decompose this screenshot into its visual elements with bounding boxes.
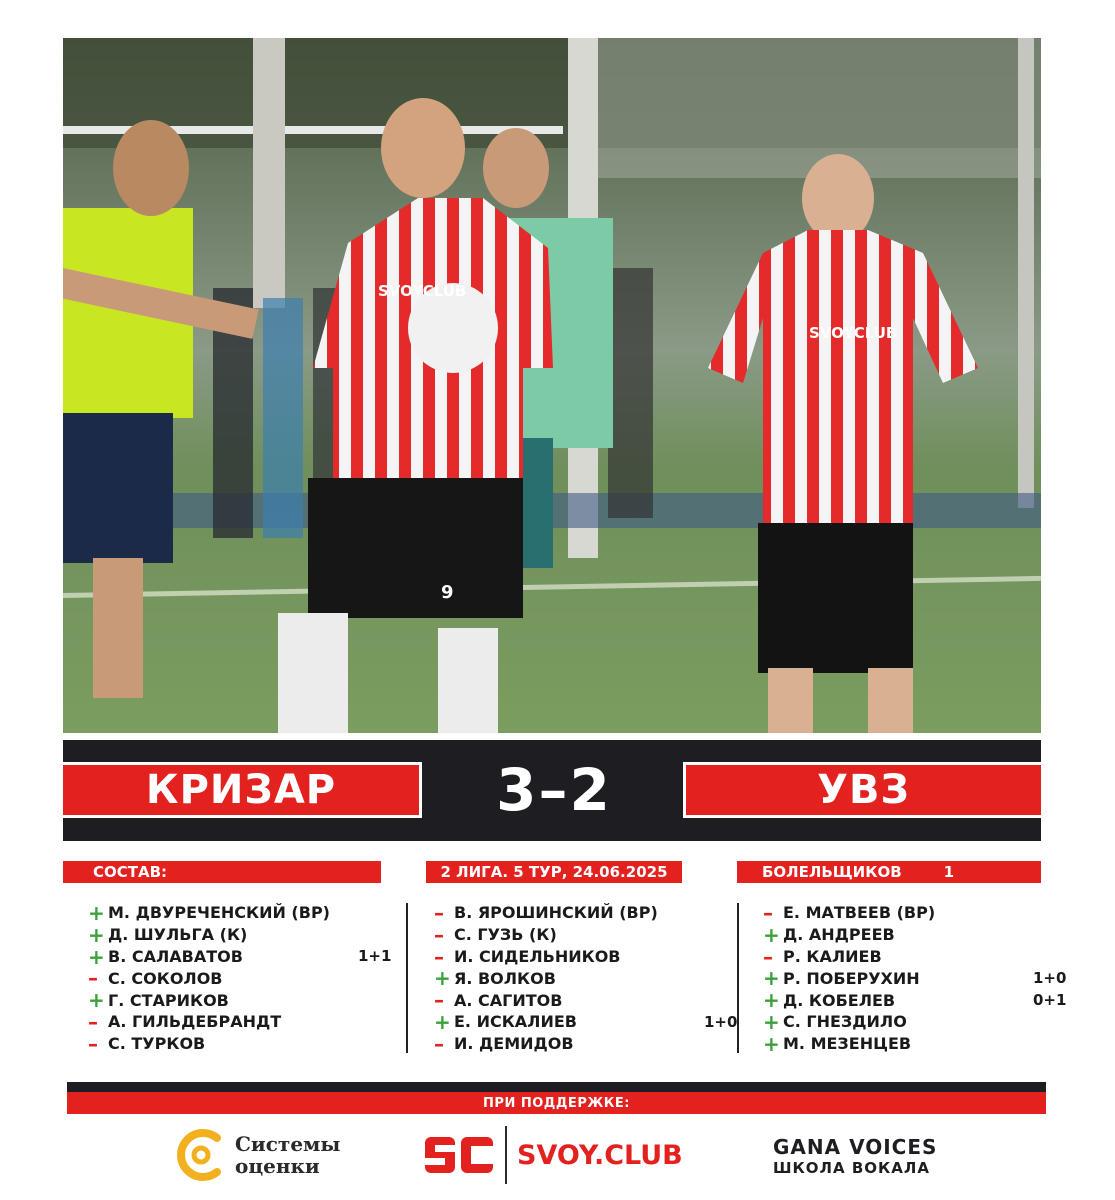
player-row [434, 1033, 737, 1055]
match-info-header [426, 861, 682, 883]
score-band [63, 740, 1041, 841]
minus-icon: – [434, 944, 444, 969]
player-row [88, 989, 391, 1011]
player-name: Д. ШУЛЬГА (К) [108, 925, 248, 945]
sponsor-gana-voices [773, 1135, 937, 1177]
lineup-header-label: СОСТАВ: [93, 863, 168, 881]
player-row [88, 967, 391, 989]
player-row [88, 924, 391, 946]
svoy-club-logo-icon [423, 1129, 495, 1181]
jersey-text-right: SVOYCLUB [809, 324, 898, 342]
plus-icon: + [88, 922, 105, 947]
plus-icon: + [763, 966, 780, 991]
player-goals: 1+0 [704, 1012, 738, 1031]
player-name: Я. ВОЛКОВ [454, 968, 556, 988]
player-row [434, 1011, 737, 1033]
player-name: В. ЯРОШИНСКИЙ (ВР) [454, 903, 658, 923]
minus-icon: – [434, 988, 444, 1013]
player-row [763, 902, 1066, 924]
player-row [434, 924, 737, 946]
sistemy-ocenki-logo-icon [177, 1128, 225, 1182]
middle-player-list [434, 902, 737, 1055]
match-score: 3–2 [496, 756, 612, 824]
minus-icon: – [763, 900, 773, 925]
plus-icon: + [88, 988, 105, 1013]
sponsor-label: ПРИ ПОДДЕРЖКЕ: [67, 1092, 1046, 1114]
player-row [434, 989, 737, 1011]
player-row [88, 1033, 391, 1055]
player-row [763, 924, 1066, 946]
sponsor3-line1: GANA VOICES [773, 1135, 938, 1159]
column-divider [737, 903, 739, 1053]
player-name: А. САГИТОВ [454, 990, 563, 1010]
player-row [763, 946, 1066, 968]
away-player-list [763, 902, 1066, 1055]
player-row [434, 967, 737, 989]
minus-icon: – [88, 1009, 98, 1034]
fans-count: 1 [943, 863, 955, 881]
player-name: Д. АНДРЕЕВ [783, 925, 895, 945]
player-goals: 1+0 [1033, 969, 1067, 988]
match-photo [63, 38, 1041, 733]
player-goals: 0+1 [1033, 991, 1067, 1010]
player-row [763, 1033, 1066, 1055]
sponsor-bar [67, 1082, 1046, 1114]
player-row [88, 946, 391, 968]
plus-icon: + [88, 944, 105, 969]
sponsor-sistemy-ocenki [177, 1128, 340, 1182]
column-divider [406, 903, 408, 1053]
minus-icon: – [88, 966, 98, 991]
minus-icon: – [434, 900, 444, 925]
plus-icon: + [434, 1009, 451, 1034]
plus-icon: + [763, 988, 780, 1013]
home-player-list [88, 902, 391, 1055]
player-name: М. ДВУРЕЧЕНСКИЙ (ВР) [108, 903, 330, 923]
sponsor-svoy-club [423, 1126, 683, 1184]
minus-icon: – [434, 922, 444, 947]
player-name: Р. ПОБЕРУХИН [783, 968, 920, 988]
player-row [763, 967, 1066, 989]
player-row [88, 902, 391, 924]
lineup-header [63, 861, 381, 883]
player-name: Е. ИСКАЛИЕВ [454, 1012, 577, 1032]
plus-icon: + [88, 900, 105, 925]
fans-label: БОЛЕЛЬЩИКОВ [762, 863, 902, 881]
player-row [434, 946, 737, 968]
player-name: Е. МАТВЕЕВ (ВР) [783, 903, 936, 923]
fans-header [737, 861, 1041, 883]
plus-icon: + [763, 922, 780, 947]
player-name: Г. СТАРИКОВ [108, 990, 229, 1010]
player-name: А. ГИЛЬДЕБРАНДТ [108, 1012, 282, 1032]
player-name: Р. КАЛИЕВ [783, 946, 882, 966]
player-name: С. ГНЕЗДИЛО [783, 1012, 907, 1032]
player-name: С. СОКОЛОВ [108, 968, 223, 988]
sponsor3-line2: ШКОЛА ВОКАЛА [773, 1159, 930, 1177]
sponsor1-line2: оценки [235, 1154, 320, 1178]
player-name: И. СИДЕЛЬНИКОВ [454, 946, 621, 966]
away-team-name: УВЗ [683, 762, 1044, 818]
player-goals: 1+1 [358, 947, 392, 966]
minus-icon: – [88, 1031, 98, 1056]
player-name: В. САЛАВАТОВ [108, 946, 243, 966]
player-name: С. ГУЗЬ (К) [454, 925, 557, 945]
player-row [434, 902, 737, 924]
player-name: М. МЕЗЕНЦЕВ [783, 1034, 912, 1054]
home-team-name: КРИЗАР [60, 762, 422, 818]
plus-icon: + [763, 1031, 780, 1056]
plus-icon: + [434, 966, 451, 991]
player-name: С. ТУРКОВ [108, 1034, 206, 1054]
player-row [763, 1011, 1066, 1033]
sponsor2-name: SVOY.CLUB [517, 1139, 683, 1171]
player-name: Д. КОБЕЛЕВ [783, 990, 896, 1010]
player-row [763, 989, 1066, 1011]
minus-icon: – [763, 944, 773, 969]
sponsor1-line1: Системы [235, 1132, 341, 1156]
minus-icon: – [434, 1031, 444, 1056]
match-info-label: 2 ЛИГА. 5 ТУР, 24.06.2025 [440, 863, 668, 881]
svoy-club-divider [505, 1126, 507, 1184]
player-row [88, 1011, 391, 1033]
shorts-number: 9 [441, 582, 454, 603]
jersey-text-left: SVOYCLUB [378, 282, 467, 300]
player-name: И. ДЕМИДОВ [454, 1034, 574, 1054]
plus-icon: + [763, 1009, 780, 1034]
